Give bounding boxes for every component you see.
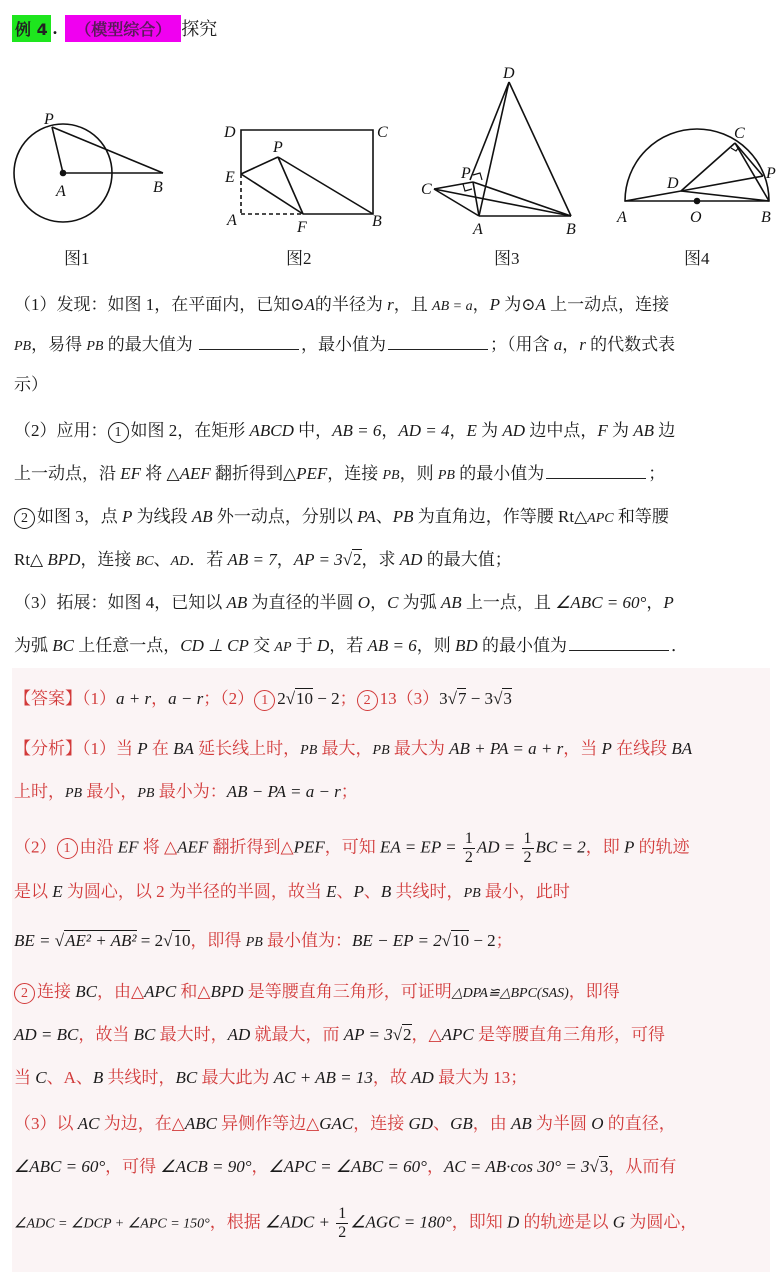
caption-figure-3: 图3 (494, 249, 520, 268)
svg-text:P: P (273, 139, 283, 156)
svg-text:D: D (667, 175, 679, 192)
svg-text:C: C (734, 125, 745, 142)
example-label: 例 4 (12, 15, 51, 42)
label-P: P (44, 111, 54, 128)
svg-text:B: B (566, 221, 576, 238)
svg-text:B: B (761, 209, 771, 226)
figure-3-triangle-diagram (421, 65, 576, 238)
svg-text:E: E (225, 169, 235, 186)
svg-text:B: B (372, 213, 382, 230)
title-dot: . (52, 17, 58, 38)
svg-text:A: A (227, 212, 237, 229)
figure-4-semicircle-diagram (616, 125, 776, 226)
svg-text:A: A (473, 221, 483, 238)
figure-1-circle-diagram (14, 111, 163, 222)
svg-text:C: C (421, 181, 432, 198)
caption-figure-2: 图2 (286, 249, 312, 268)
figure-2-rectangle-diagram (223, 124, 388, 236)
answer-label: 【答案】 (14, 689, 82, 708)
svg-text:A: A (617, 209, 627, 226)
title-suffix: 探究 (181, 19, 218, 39)
figures-panel (0, 55, 783, 245)
circled-number-1: 1 (108, 422, 129, 443)
model-tag: （模型综合） (65, 15, 181, 42)
problem-title (12, 14, 217, 42)
svg-text:O: O (690, 209, 702, 226)
svg-text:D: D (224, 124, 236, 141)
svg-text:F: F (297, 219, 307, 236)
analysis-label: 【分析】 (14, 739, 82, 758)
label-B: B (153, 179, 163, 196)
answer-blank-pb-min (546, 464, 646, 479)
svg-text:C: C (377, 124, 388, 141)
answer-blank-bd-min (569, 636, 669, 651)
svg-text:P: P (461, 165, 471, 182)
circled-number-2: 2 (14, 508, 35, 529)
svg-text:P: P (766, 165, 776, 182)
caption-figure-4: 图4 (684, 249, 710, 268)
svg-text:D: D (503, 65, 515, 82)
answer-blank-max (199, 335, 299, 350)
label-A: A (56, 183, 66, 200)
answer-blank-min (388, 335, 488, 350)
caption-figure-1: 图1 (64, 249, 90, 268)
